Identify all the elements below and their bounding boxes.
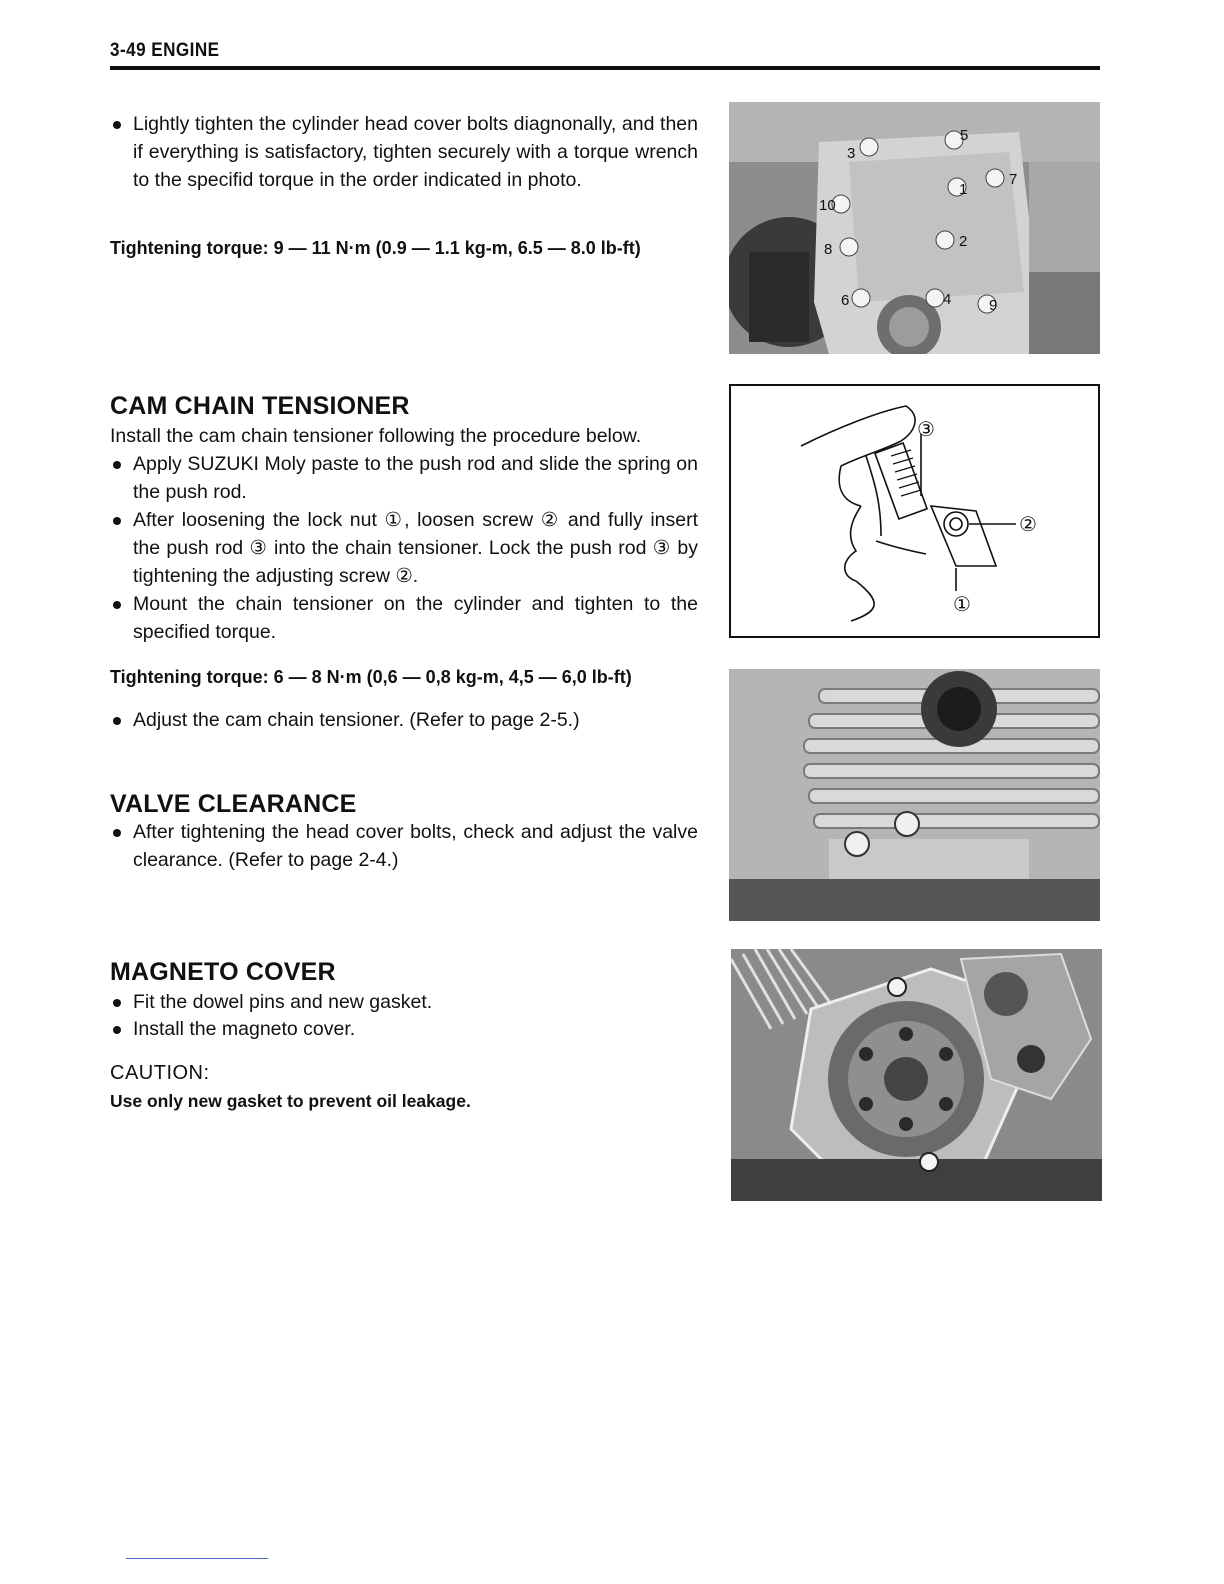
diagram-label-push-rod: ③ — [917, 417, 935, 441]
cam-chain-bullet-1: Apply SUZUKI Moly paste to the push rod and slide the spring on the push rod. — [110, 450, 698, 506]
cylinder-photo — [729, 669, 1100, 921]
diagram-label-screw: ② — [1019, 512, 1037, 536]
head-cover-bullet: Lightly tighten the cylinder head cover bolts diagnonally, and then if everything is satisfactory, tighten securely with a torque wrench to the specifid torque in the order indicated in photo. — [110, 110, 698, 194]
magneto-bullet-2: Install the magneto cover. — [110, 1015, 698, 1043]
cam-chain-torque: Tightening torque: 6 — 8 N·m (0,6 — 0,8 kg-m, 4,5 — 6,0 lb-ft) — [110, 667, 632, 687]
bolt-label-1: 1 — [959, 181, 968, 198]
footer-rule — [126, 1558, 268, 1559]
cam-chain-bullet-3: Mount the chain tensioner on the cylinder and tighten to the specified torque. — [110, 590, 698, 646]
magneto-cover-heading: MAGNETO COVER — [110, 958, 336, 986]
valve-clearance-bullet: After tightening the head cover bolts, check and adjust the valve clearance. (Refer to page 2-4.) — [110, 818, 698, 874]
cam-chain-heading: CAM CHAIN TENSIONER — [110, 392, 410, 420]
bolt-label-6: 6 — [841, 292, 850, 309]
head-cover-torque: Tightening torque: 9 — 11 N·m (0.9 — 1.1 kg-m, 6.5 — 8.0 lb-ft) — [110, 238, 641, 258]
cam-chain-intro: Install the cam chain tensioner following the procedure below. — [110, 425, 642, 447]
page-header-title: 3-49 ENGINE — [110, 40, 220, 61]
caution-label: CAUTION: — [110, 1062, 210, 1084]
page-header — [110, 38, 1100, 70]
bolt-label-10: 10 — [819, 197, 836, 214]
bolt-label-2: 2 — [959, 233, 968, 250]
bolt-label-3: 3 — [847, 145, 856, 162]
magneto-bullet-1: Fit the dowel pins and new gasket. — [110, 988, 698, 1016]
bolt-label-9: 9 — [989, 297, 998, 314]
cylinder-head-photo — [729, 102, 1100, 354]
bolt-label-7: 7 — [1009, 171, 1018, 188]
caution-text: Use only new gasket to prevent oil leakage. — [110, 1091, 471, 1111]
cam-chain-bullet-2: After loosening the lock nut ①, loosen screw ② and fully insert the push rod ③ into the chain tensioner. Lock the push rod ③ by tightening the adjusting screw ②. — [110, 506, 698, 590]
bolt-label-4: 4 — [943, 291, 952, 308]
valve-clearance-heading: VALVE CLEARANCE — [110, 790, 357, 818]
cam-chain-adjust-bullet: Adjust the cam chain tensioner. (Refer to page 2-5.) — [110, 706, 698, 734]
bolt-label-5: 5 — [960, 127, 969, 144]
tensioner-diagram — [729, 384, 1100, 638]
magneto-photo — [731, 949, 1102, 1201]
bolt-label-8: 8 — [824, 241, 833, 258]
diagram-label-lock-nut: ① — [953, 592, 971, 616]
